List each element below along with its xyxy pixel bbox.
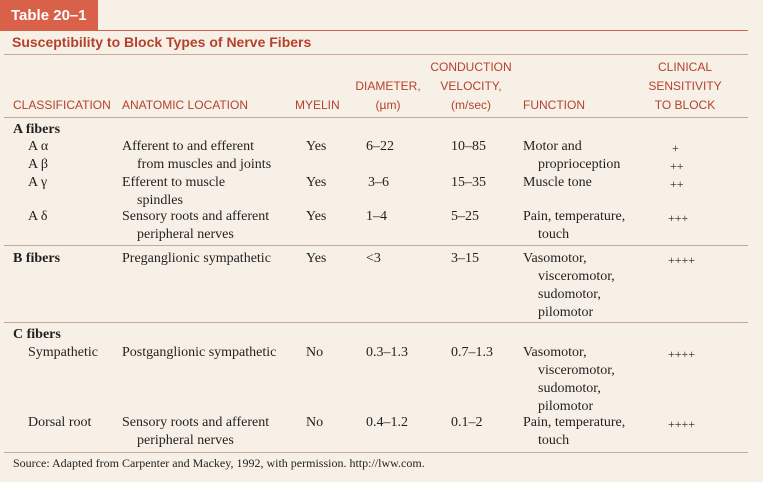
row-a-gamma-velocity: 15–35 (451, 175, 486, 190)
row-b-function-line2: visceromotor, (538, 269, 615, 284)
row-a-delta-class: A δ (28, 209, 48, 224)
row-a-delta-anatomic-line1: Sensory roots and afferent (122, 209, 270, 224)
row-a-delta-diameter: 1–4 (366, 209, 387, 224)
row-a-delta-velocity: 5–25 (451, 209, 479, 224)
row-a-gamma-diameter: 3–6 (368, 175, 389, 190)
row-a-alpha-myelin: Yes (306, 139, 327, 154)
header-function: FUNCTION (523, 98, 585, 112)
header-clinical-line3: TO BLOCK (654, 98, 716, 112)
header-velocity-line1: CONDUCTION (430, 60, 512, 74)
row-a-gamma-sensitivity: ++ (670, 177, 684, 191)
row-b-function-line4: pilomotor (538, 305, 594, 320)
row-a-gamma-myelin: Yes (306, 175, 327, 190)
row-b-diameter: <3 (366, 251, 381, 266)
header-conduction-velocity (430, 58, 512, 115)
row-b-function (523, 250, 615, 322)
row-a-alpha-velocity: 10–85 (451, 139, 486, 154)
header-diameter (352, 77, 424, 115)
row-a-delta-anatomic (122, 208, 269, 244)
group-c-fibers: C fibers (13, 327, 61, 342)
row-a-delta-function-line1: Pain, temperature, (523, 209, 626, 224)
row-c-dorsal-anatomic-line2: peripheral nerves (137, 433, 234, 448)
row-b-function-line3: sudomotor, (538, 287, 601, 302)
header-clinical-line1: CLINICAL (657, 60, 713, 74)
row-a-alpha-class: A α (28, 139, 49, 154)
row-a-alpha-function: Motor and (523, 139, 582, 154)
row-a-beta-anatomic: from muscles and joints (137, 157, 272, 172)
source-note: Source: Adapted from Carpenter and Mackey, 1992, with permission. http://lww.com. (13, 456, 425, 470)
top-rule (98, 30, 748, 31)
header-clinical-line2: SENSITIVITY (648, 79, 722, 93)
header-classification: CLASSIFICATION (13, 98, 111, 112)
row-c-sympathetic-function (523, 344, 615, 416)
row-a-alpha-diameter: 6–22 (366, 139, 394, 154)
header-clinical-sensitivity (642, 58, 728, 115)
row-a-beta-function: proprioception (538, 157, 621, 172)
row-c-dorsal-function-line2: touch (538, 433, 570, 448)
header-diameter-line2: (µm) (375, 98, 401, 112)
row-a-alpha-sensitivity: + (672, 141, 679, 155)
header-velocity-line2: VELOCITY, (440, 79, 502, 93)
row-c-sympathetic-diameter: 0.3–1.3 (366, 345, 408, 360)
group-a-fibers: A fibers (13, 122, 61, 137)
row-b-sensitivity: ++++ (668, 253, 696, 267)
row-c-sympathetic-function-line1: Vasomotor, (523, 345, 587, 360)
row-c-sympathetic-velocity: 0.7–1.3 (451, 345, 493, 360)
row-a-delta-function (523, 208, 625, 244)
table-number-label: Table 20–1 (0, 0, 98, 31)
row-b-function-line1: Vasomotor, (523, 251, 587, 266)
row-c-dorsal-function (523, 414, 625, 450)
row-b-myelin: Yes (306, 251, 327, 266)
row-c-sympathetic-sensitivity: ++++ (668, 347, 696, 361)
row-c-dorsal-sensitivity: ++++ (668, 417, 696, 431)
row-rule-a-b (4, 245, 748, 246)
header-rule (4, 117, 748, 118)
row-c-dorsal-anatomic-line1: Sensory roots and afferent (122, 415, 270, 430)
row-c-dorsal-myelin: No (306, 415, 324, 430)
header-diameter-line1: DIAMETER, (355, 79, 421, 93)
row-a-delta-sensitivity: +++ (668, 211, 689, 225)
row-c-sympathetic-function-line2: visceromotor, (538, 363, 615, 378)
row-c-dorsal-function-line1: Pain, temperature, (523, 415, 626, 430)
row-c-dorsal-diameter: 0.4–1.2 (366, 415, 408, 430)
header-velocity-line3: (m/sec) (451, 98, 491, 112)
row-a-gamma-function: Muscle tone (523, 175, 592, 190)
header-myelin: MYELIN (295, 98, 340, 112)
row-a-alpha-anatomic: Afferent to and efferent (122, 139, 255, 154)
row-b-anatomic: Preganglionic sympathetic (122, 251, 271, 266)
row-c-sympathetic-function-line4: pilomotor (538, 399, 594, 414)
group-b-fibers: B fibers (13, 251, 61, 266)
row-a-gamma-anatomic (122, 174, 225, 210)
row-a-delta-function-line2: touch (538, 227, 570, 242)
row-c-sympathetic-anatomic: Postganglionic sympathetic (122, 345, 277, 360)
header-anatomic-location: ANATOMIC LOCATION (122, 98, 249, 112)
row-a-delta-myelin: Yes (306, 209, 327, 224)
title-rule (4, 54, 748, 55)
row-c-sympathetic-myelin: No (306, 345, 324, 360)
bottom-rule (4, 452, 748, 453)
row-a-gamma-anatomic-line1: Efferent to muscle (122, 175, 226, 190)
row-b-velocity: 3–15 (451, 251, 479, 266)
row-a-delta-anatomic-line2: peripheral nerves (137, 227, 234, 242)
row-c-dorsal-class: Dorsal root (28, 415, 92, 430)
row-a-beta-sensitivity: ++ (670, 159, 684, 173)
row-a-gamma-anatomic-line2: spindles (137, 193, 183, 208)
row-a-beta-class: A β (28, 157, 48, 172)
row-c-dorsal-anatomic (122, 414, 269, 450)
row-c-dorsal-velocity: 0.1–2 (451, 415, 483, 430)
row-a-gamma-class: A γ (28, 175, 48, 190)
row-c-sympathetic-function-line3: sudomotor, (538, 381, 601, 396)
row-rule-b-c (4, 322, 748, 323)
row-c-sympathetic-class: Sympathetic (28, 345, 98, 360)
table-title: Susceptibility to Block Types of Nerve Fibers (12, 34, 312, 50)
